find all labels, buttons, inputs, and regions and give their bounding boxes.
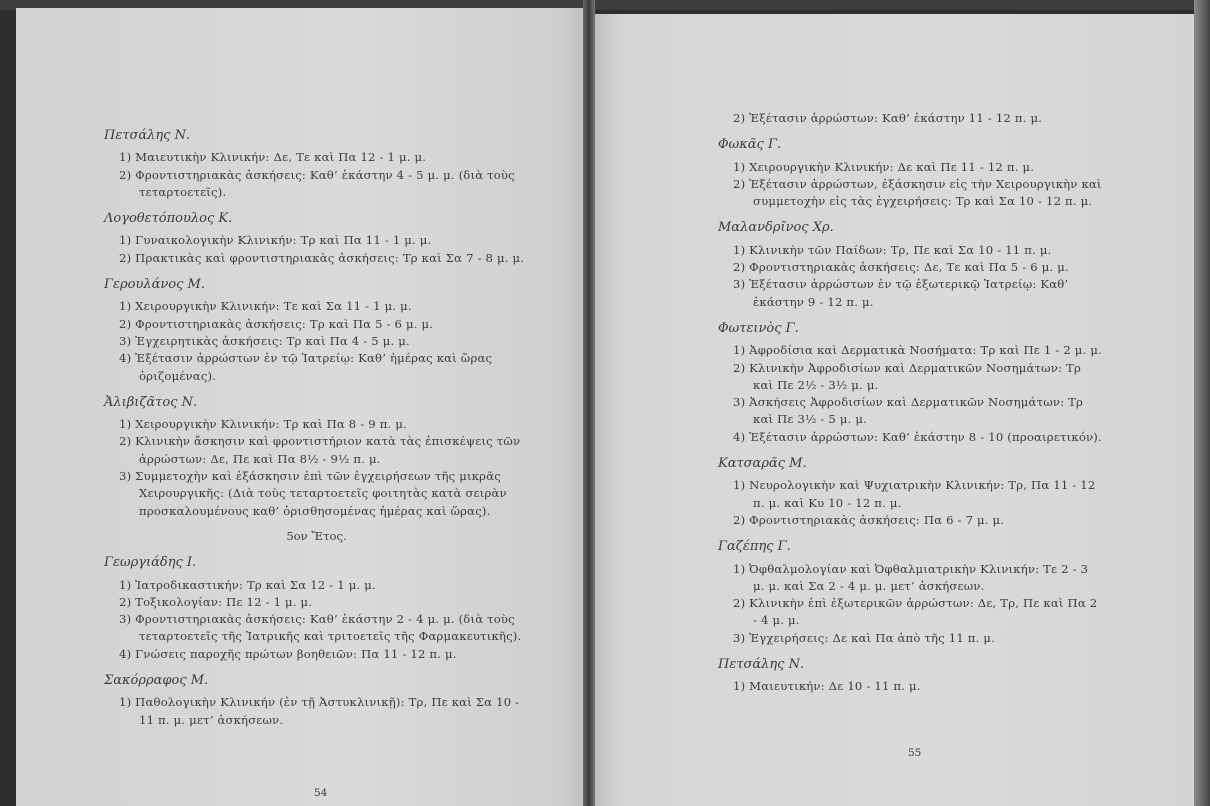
- professor-name: Σακόρραφος Μ.: [104, 673, 209, 689]
- left-sections: [104, 127, 529, 520]
- schedule-item: 1) Νευρολογικὴν καὶ Ψυχιατρικὴν Κλινικήν: Τρ, Πα 11 - 12 π. μ. καὶ Κυ 10 - 12 π. μ.: [733, 478, 1096, 510]
- professor-name: Πετσάλης Ν.: [718, 657, 805, 673]
- schedule-item: 2) Ἐξέτασιν ἀρρώστων, ἐξάσκησιν εἰς τὴν Χειρουργικὴν καὶ συμμετοχὴν εἰς τὰς ἐγχειρήσεις: Τρ καὶ Σα 10 - 12 π. μ.: [733, 176, 1102, 209]
- schedule-item: 3) Ἐγχειρήσεις: Δε καὶ Πα ἀπὸ τῆς 11 π. μ.: [733, 630, 995, 645]
- schedule-item: 4) Ἐξέτασιν ἀρρώστων: Καθ’ ἑκάστην 8 - 10 (προαιρετικόν).: [733, 429, 1102, 444]
- schedule-item: 3) Φροντιστηριακὰς ἀσκήσεις: Καθ’ ἑκάστην 2 - 4 μ. μ. (διὰ τοὺς τεταρτοετεῖς τῆς Ἰατρικῆς καὶ τριτοετεῖς τῆς Φαρμακευτικῆς).: [119, 612, 522, 644]
- professor-name: Φωκᾶς Γ.: [718, 137, 782, 153]
- schedule-item: 2) Κλινικὴν ἐπὶ ἐξωτερικῶν ἀρρώστων: Δε, Τρ, Πε καὶ Πα 2 - 4 μ. μ.: [733, 596, 1098, 628]
- schedule-item: 4) Ἐξέτασιν ἀρρώστων ἐν τῷ Ἰατρείῳ: Καθ’ ἡμέρας καὶ ὥρας ὁριζομένας).: [119, 351, 493, 383]
- left-sections-after: [104, 554, 529, 729]
- schedule-item: 2) Τοξικολογίαν: Πε 12 - 1 μ. μ.: [119, 594, 313, 609]
- schedule-item: 1) Γυναικολογικὴν Κλινικήν: Τρ καὶ Πα 11 - 1 μ. μ.: [119, 233, 432, 248]
- schedule-item: 2) Φροντιστηριακὰς ἀσκήσεις: Τρ καὶ Πα 5 - 6 μ. μ.: [119, 316, 434, 331]
- schedule-item: 1) Παθολογικὴν Κλινικήν (ἐν τῇ Ἀστυκλινικῇ): Τρ, Πε καὶ Σα 10 - 11 π. μ. μετ’ ἀσκήσεων.: [119, 695, 520, 727]
- year-heading: 5ον Ἔτος.: [286, 528, 347, 543]
- schedule-item: 4) Γνώσεις παροχῆς πρώτων βοηθειῶν: Πα 11 - 12 π. μ.: [119, 646, 457, 661]
- professor-name: Γεωργιάδης Ι.: [104, 555, 197, 571]
- book-gutter: [583, 0, 595, 806]
- professor-name: Γαζέπης Γ.: [718, 539, 791, 555]
- schedule-item: 1) Κλινικὴν τῶν Παίδων: Τρ, Πε καὶ Σα 10 - 11 π. μ.: [733, 242, 1052, 257]
- schedule-item: 2) Κλινικὴν Ἀφροδισίων καὶ Δερματικῶν Νοσημάτων: Τρ καὶ Πε 2½ - 3½ μ. μ.: [733, 360, 1081, 392]
- schedule-item: 3) Ἀσκήσεις Ἀφροδισίων καὶ Δερματικῶν Νοσημάτων: Τρ καὶ Πε 3½ - 5 μ. μ.: [733, 395, 1084, 427]
- schedule-item: 2) Πρακτικὰς καὶ φροντιστηριακὰς ἀσκήσεις: Τρ καὶ Σα 7 - 8 μ. μ.: [119, 250, 525, 265]
- right-page-content: [718, 110, 1103, 696]
- right-intro: [718, 110, 1103, 127]
- schedule-item: 1) Χειρουργικὴν Κλινικήν: Τε καὶ Σα 11 - 1 μ. μ.: [119, 299, 412, 314]
- schedule-item: 3) Συμμετοχὴν καὶ ἐξάσκησιν ἐπὶ τῶν ἐγχειρήσεων τῆς μικρᾶς Χειρουργικῆς: (Διὰ τοὺς τεταρτοετεῖς φοιτητὰς κατὰ σειρὰν προσκαλουμένους καθ’ ὁρισθησομένας ἡμέρας καὶ ὥρας).: [119, 469, 507, 518]
- schedule-item: 1) Ἀφροδίσια καὶ Δερματικὰ Νοσήματα: Τρ καὶ Πε 1 - 2 μ. μ.: [733, 343, 1102, 358]
- schedule-item: 3) Ἐγχειρητικὰς ἀσκήσεις: Τρ καὶ Πα 4 - 5 μ. μ.: [119, 333, 410, 348]
- schedule-item: 2) Φροντιστηριακὰς ἀσκήσεις: Πα 6 - 7 μ. μ.: [733, 512, 1005, 527]
- page-number-right: 55: [908, 747, 922, 759]
- schedule-item: 1) Μαιευτικήν: Δε 10 - 11 π. μ.: [733, 679, 921, 694]
- professor-name: Κατσαρᾶς Μ.: [718, 456, 807, 472]
- professor-name: Ἀλιβιζᾶτος Ν.: [104, 394, 198, 410]
- schedule-item: 3) Ἐξέτασιν ἀρρώστων ἐν τῷ ἐξωτερικῷ Ἰατρείῳ: Καθ’ ἑκάστην 9 - 12 π. μ.: [733, 277, 1069, 309]
- left-page-content: [104, 118, 529, 729]
- professor-name: Γερουλάνος Μ.: [104, 277, 205, 293]
- schedule-item: 2) Ἐξέτασιν ἀρρώστων: Καθ’ ἑκάστην 11 - 12 π. μ.: [733, 111, 1043, 125]
- schedule-item: 2) Κλινικὴν ἄσκησιν καὶ φροντιστήριον κατὰ τὰς ἐπισκέψεις τῶν ἀρρώστων: Δε, Πε καὶ Πα 8½ - 9½ π. μ.: [119, 434, 521, 466]
- schedule-item: 1) Μαιευτικὴν Κλινικήν: Δε, Τε καὶ Πα 12 - 1 μ. μ.: [119, 150, 427, 165]
- schedule-item: 2) Φροντιστηριακὰς ἀσκήσεις: Καθ’ ἑκάστην 4 - 5 μ. μ. (διὰ τοὺς τεταρτοετεῖς).: [119, 167, 515, 199]
- book-edge: [1194, 0, 1210, 806]
- right-sections: [718, 136, 1103, 695]
- professor-name: Λογοθετόπουλος Κ.: [104, 211, 233, 227]
- schedule-item: 1) Χειρουργικὴν Κλινικήν: Τρ καὶ Πα 8 - 9 π. μ.: [119, 417, 407, 432]
- schedule-item: 1) Χειρουργικὴν Κλινικήν: Δε καὶ Πε 11 - 12 π. μ.: [733, 159, 1035, 174]
- professor-name: Μαλανδρῖνος Χρ.: [718, 220, 834, 236]
- professor-name: Πετσάλης Ν.: [104, 128, 191, 143]
- schedule-item: 1) Ἰατροδικαστικήν: Τρ καὶ Σα 12 - 1 μ. μ.: [119, 577, 376, 592]
- page-number-left: 54: [314, 787, 328, 799]
- schedule-item: 2) Φροντιστηριακὰς ἀσκήσεις: Δε, Τε καὶ Πα 5 - 6 μ. μ.: [733, 260, 1069, 275]
- schedule-item: 1) Ὀφθαλμολογίαν καὶ Ὀφθαλμιατρικὴν Κλινικήν: Τε 2 - 3 μ. μ. καὶ Σα 2 - 4 μ. μ. μετ’ ἀσκήσεων.: [733, 561, 1089, 593]
- professor-name: Φωτεινὸς Γ.: [718, 320, 799, 336]
